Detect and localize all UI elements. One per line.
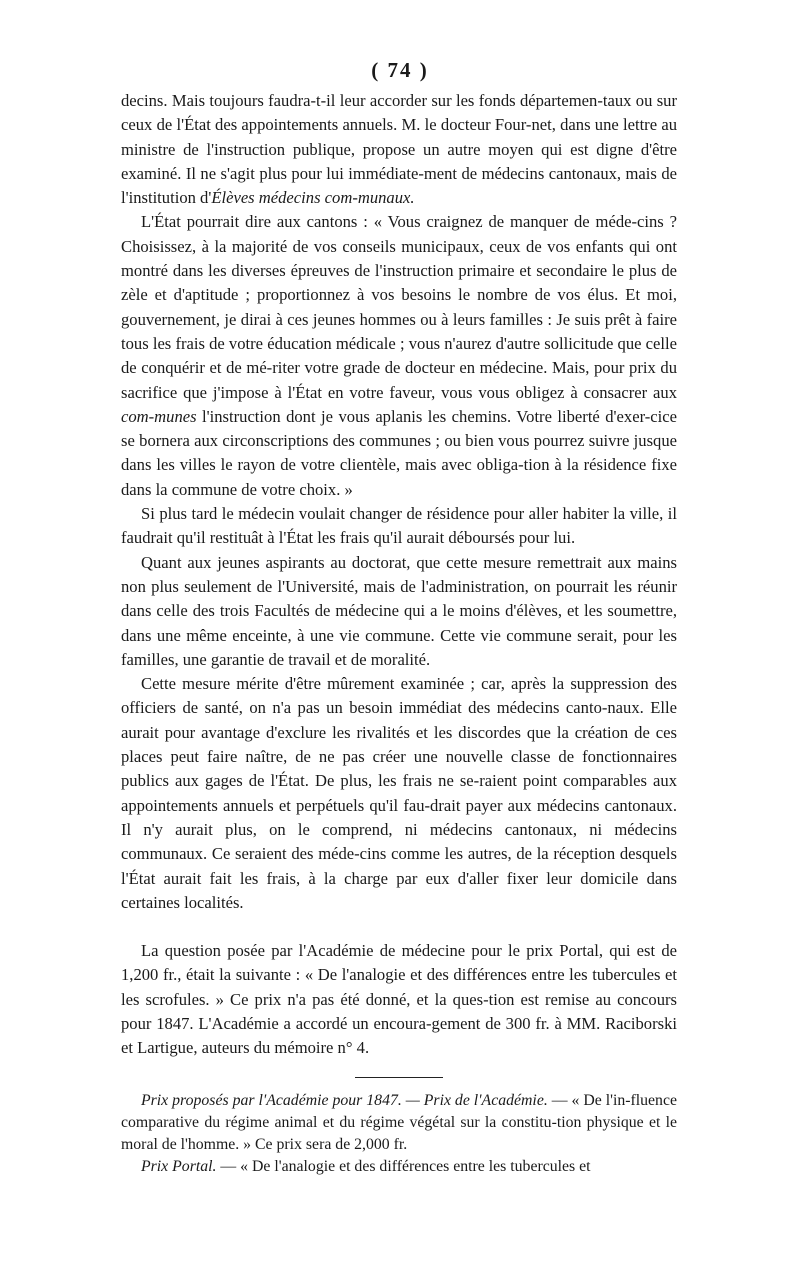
page-body [121,89,677,1178]
paragraph-1: decins. Mais toujours faudra-t-il leur accorder sur les fonds départemen-taux ou sur ceux de l'État des appointements annuels. M. le docteur Four-net, dans une lettre au ministre de l'instruction publique, propose un autre moyen qui est digne d'être examiné. Il ne s'agit plus pour lui immédiate-ment de médecins cantonaux, mais de l'institution d'Élèves médecins com-munaux. [121,91,677,208]
paragraph-prix-portal: La question posée par l'Académie de médecine pour le prix Portal, qui est de 1,200 fr., était la suivante : « De l'analogie et des différences entre les tubercules et les scrofules. » Ce prix n'a pas été donné, et la ques-tion est remise au concours pour 1847. L'Académie a accordé un encoura-gement de 300 fr. à MM. Raciborski et Lartigue, auteurs du mémoire n° 4. [121,941,677,1058]
prize-notes [121,1090,677,1178]
note-prix-portal: Prix Portal. — « De l'analogie et des différences entre les tubercules et [141,1157,591,1175]
note-prix-academie: Prix proposés par l'Académie pour 1847. — Prix de l'Académie. — « De l'in-fluence comparative du régime animal et du régime végétal sur la constitu-tion physique et le moral de l'homme. » Ce prix sera de 2,000 fr. [121,1091,677,1153]
paragraph-3: Si plus tard le médecin voulait changer de résidence pour aller habiter la ville, il faudrait qu'il restituât à l'État les frais qu'il aurait déboursés pour lui. [121,504,677,548]
page-number: ( 74 ) [371,58,429,82]
section-gap [121,915,677,939]
paragraph-5: Cette mesure mérite d'être mûrement examinée ; car, après la suppression des officiers de santé, on n'a pas un besoin immédiat des médecins canto-naux. Elle aurait pour avantage d'exclure les rivalités et les discordes que la création de ces places peut faire naître, de ne pas créer une nouvelle classe de fonctionnaires publics aux gages de l'État. De plus, les frais ne se-raient point comparables aux appointements annuels et perpétuels qu'il fau-drait payer aux médecins cantonaux. Il n'y aurait plus, on le comprend, ni médecins cantonaux, ni médecins communaux. Ce seraient des méde-cins comme les autres, de la réception desquels l'État aurait fait les frais, à la charge par eux d'aller fixer leur domicile dans certaines localités. [121,674,677,912]
paragraph-4: Quant aux jeunes aspirants au doctorat, que cette mesure remettrait aux mains non plus seulement de l'Université, mais de l'administration, on pourrait les réunir dans celle des trois Facultés de médecine qui a le moins d'élèves, et les soumettre, dans une même enceinte, à une vie commune. Cette vie commune serait, pour les familles, une garantie de travail et de moralité. [121,552,677,669]
paragraph-2: L'État pourrait dire aux cantons : « Vous craignez de manquer de méde-cins ? Choisissez, à la majorité de vos conseils municipaux, ceux de vos enfants qui ont montré dans les diverses épreuves de l'instruction primaire et secondaire le plus de zèle et d'aptitude ; proportionnez à vos besoins le nombre de vos élus. Et moi, gouvernement, je dirai à ces jeunes hommes ou à leurs familles : Je suis prêt à faire tous les frais de votre éducation médicale ; vous n'aurez d'autre sollicitude que celle de conquérir et de mé-riter votre grade de docteur en médecine. Mais, pour prix du sacrifice que j'impose à l'État en votre faveur, vous vous obligez à consacrer aux com-munes l'instruction dont je vous aplanis les chemins. Votre liberté d'exer-cice se bornera aux circonscriptions des communes ; ou bien vous pourrez suivre jusque dans les villes le rayon de votre clientèle, mais avec obliga-tion à la résidence fixe dans la commune de votre choix. » [121,212,677,499]
section-divider [355,1077,443,1078]
